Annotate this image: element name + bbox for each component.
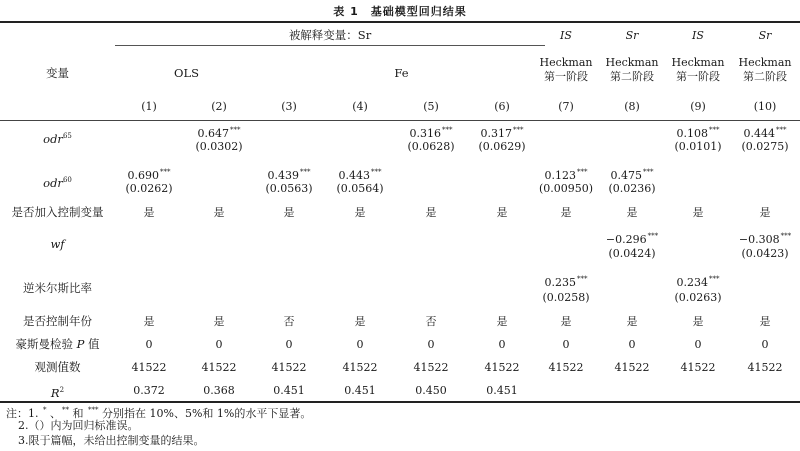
stage-label: 第二阶段: [743, 70, 787, 83]
value-cell: 41522: [614, 361, 650, 374]
note-3: 3.限于篇幅，未给出控制变量的结果。: [18, 434, 205, 447]
value-cell: 是: [626, 315, 638, 328]
value-cell: 否: [425, 315, 437, 328]
stage-label: 第一阶段: [676, 70, 720, 83]
value-cell: 是: [560, 315, 572, 328]
coef-cell: 0.443***: [338, 168, 382, 182]
value-cell: 41522: [484, 361, 520, 374]
se-cell: (0.0275): [741, 140, 789, 153]
coef-cell: 0.690***: [127, 168, 171, 182]
value-cell: 是: [560, 206, 572, 219]
significance-stars: ***: [780, 232, 792, 240]
row-label-wf: wf: [50, 237, 65, 251]
table-title: 表 1 基础模型回归结果: [333, 5, 467, 18]
value-cell: 0.451: [344, 384, 376, 397]
se-cell: (0.0302): [195, 140, 243, 153]
coef-cell: 0.123***: [544, 168, 588, 182]
value-cell: 是: [496, 315, 508, 328]
coef-cell: 0.475***: [610, 168, 654, 182]
value-cell: 0.372: [133, 384, 165, 397]
heckman-label: Heckman: [671, 56, 725, 69]
column-number: (10): [753, 100, 777, 113]
column-number: (2): [211, 100, 227, 113]
significance-stars: ***: [442, 126, 453, 134]
value-cell: 41522: [680, 361, 716, 374]
se-cell: (0.0563): [265, 182, 313, 195]
value-cell: 是: [283, 206, 295, 219]
value-cell: 0.368: [203, 384, 235, 397]
value-cell: 是: [692, 315, 704, 328]
significance-stars: ***: [230, 126, 241, 134]
value-cell: 是: [692, 206, 704, 219]
coef-cell: 0.235***: [544, 275, 588, 289]
value-cell: 是: [143, 206, 155, 219]
row-label-r2: $R^2$: [50, 386, 65, 400]
value-cell: 41522: [271, 361, 307, 374]
note-2: 2.（）内为回归标准误。: [18, 419, 139, 432]
dependent-variable-header: [115, 29, 545, 42]
value-cell: 41522: [131, 361, 167, 374]
value-cell: 0: [356, 338, 364, 351]
se-cell: (0.0628): [407, 140, 455, 153]
row-label-odr60: odr$^{60}$: [43, 176, 72, 190]
value-cell: 0: [562, 338, 570, 351]
value-cell: 41522: [201, 361, 237, 374]
value-cell: 是: [425, 206, 437, 219]
dependent-label: 被解释变量：Sr: [288, 28, 372, 42]
column-top-header: Sr: [625, 29, 639, 42]
coef-cell: 0.317***: [480, 126, 524, 140]
value-cell: 0: [145, 338, 153, 351]
header-rule: [0, 120, 800, 121]
bottom-rule: [0, 401, 800, 403]
value-cell: 0: [215, 338, 223, 351]
significance-stars: ***: [300, 168, 311, 176]
significance-stars: ***: [776, 126, 787, 134]
stage-label: 第一阶段: [544, 70, 588, 83]
row-label-obs: 观测值数: [34, 360, 81, 374]
value-cell: 是: [354, 315, 366, 328]
coef-cell: 0.439***: [267, 168, 311, 182]
se-cell: (0.0629): [478, 140, 526, 153]
heckman-label: Heckman: [738, 56, 792, 69]
se-cell: (0.0262): [125, 182, 173, 195]
value-cell: 0: [694, 338, 702, 351]
variable-header: 变量: [46, 66, 69, 80]
column-number: (5): [423, 100, 439, 113]
note-1: 注：1. * 、** 和 *** 分别指在 10%、5%和 1%的水平下显著。: [6, 406, 312, 420]
column-number: (4): [352, 100, 368, 113]
value-cell: 0: [498, 338, 506, 351]
value-cell: 是: [759, 206, 771, 219]
value-cell: 是: [143, 315, 155, 328]
column-number: (7): [558, 100, 574, 113]
coef-cell: 0.647***: [197, 126, 241, 140]
row-label-mills: 逆米尔斯比率: [23, 281, 92, 295]
dependent-underline: [115, 45, 545, 46]
significance-stars: ***: [709, 126, 720, 134]
column-number: (9): [690, 100, 706, 113]
value-cell: 0: [628, 338, 636, 351]
value-cell: 是: [759, 315, 771, 328]
column-top-header: IS: [692, 29, 704, 42]
value-cell: 0: [761, 338, 769, 351]
value-cell: 否: [283, 315, 295, 328]
group-fe-header: Fe: [394, 66, 409, 80]
se-cell: (0.0263): [674, 291, 722, 304]
coef-cell: −0.308***: [738, 232, 792, 246]
significance-stars: ***: [160, 168, 171, 176]
row-label-controls: 是否加入控制变量: [11, 205, 104, 219]
value-cell: 是: [496, 206, 508, 219]
column-top-header: Sr: [758, 29, 772, 42]
significance-stars: ***: [513, 126, 524, 134]
significance-stars: ***: [643, 168, 654, 176]
heckman-label: Heckman: [605, 56, 659, 69]
value-cell: 41522: [342, 361, 378, 374]
stage-label: 第二阶段: [610, 70, 654, 83]
column-top-header: IS: [560, 29, 572, 42]
coef-cell: 0.234***: [676, 275, 720, 289]
column-number: (8): [624, 100, 640, 113]
top-rule: [0, 21, 800, 23]
se-cell: (0.0564): [336, 182, 384, 195]
value-cell: 是: [354, 206, 366, 219]
column-number: (3): [281, 100, 297, 113]
heckman-label: Heckman: [539, 56, 593, 69]
value-cell: 0: [285, 338, 293, 351]
se-cell: (0.0424): [608, 247, 656, 260]
se-cell: (0.0236): [608, 182, 656, 195]
value-cell: 0.451: [273, 384, 305, 397]
coef-cell: 0.316***: [409, 126, 453, 140]
column-number: (6): [494, 100, 510, 113]
value-cell: 41522: [413, 361, 449, 374]
value-cell: 是: [626, 206, 638, 219]
column-number: (1): [141, 100, 157, 113]
row-label-hausman: 豪斯曼检验 P 值: [15, 337, 100, 351]
value-cell: 是: [213, 315, 225, 328]
value-cell: 0.451: [486, 384, 518, 397]
row-label-odr65: odr$^{65}$: [43, 132, 72, 146]
group-ols-header: OLS: [174, 66, 199, 80]
value-cell: 41522: [548, 361, 584, 374]
coef-cell: 0.108***: [676, 126, 720, 140]
se-cell: (0.0101): [674, 140, 722, 153]
se-cell: (0.0423): [741, 247, 789, 260]
significance-stars: ***: [709, 275, 720, 283]
significance-stars: ***: [647, 232, 659, 240]
value-cell: 0.450: [415, 384, 447, 397]
significance-stars: ***: [577, 168, 588, 176]
value-cell: 41522: [747, 361, 783, 374]
se-cell: (0.00950): [538, 182, 594, 195]
se-cell: (0.0258): [542, 291, 590, 304]
significance-stars: ***: [577, 275, 588, 283]
value-cell: 是: [213, 206, 225, 219]
row-label-year: 是否控制年份: [23, 314, 92, 328]
significance-stars: ***: [371, 168, 382, 176]
coef-cell: −0.296***: [605, 232, 659, 246]
value-cell: 0: [427, 338, 435, 351]
coef-cell: 0.444***: [743, 126, 787, 140]
